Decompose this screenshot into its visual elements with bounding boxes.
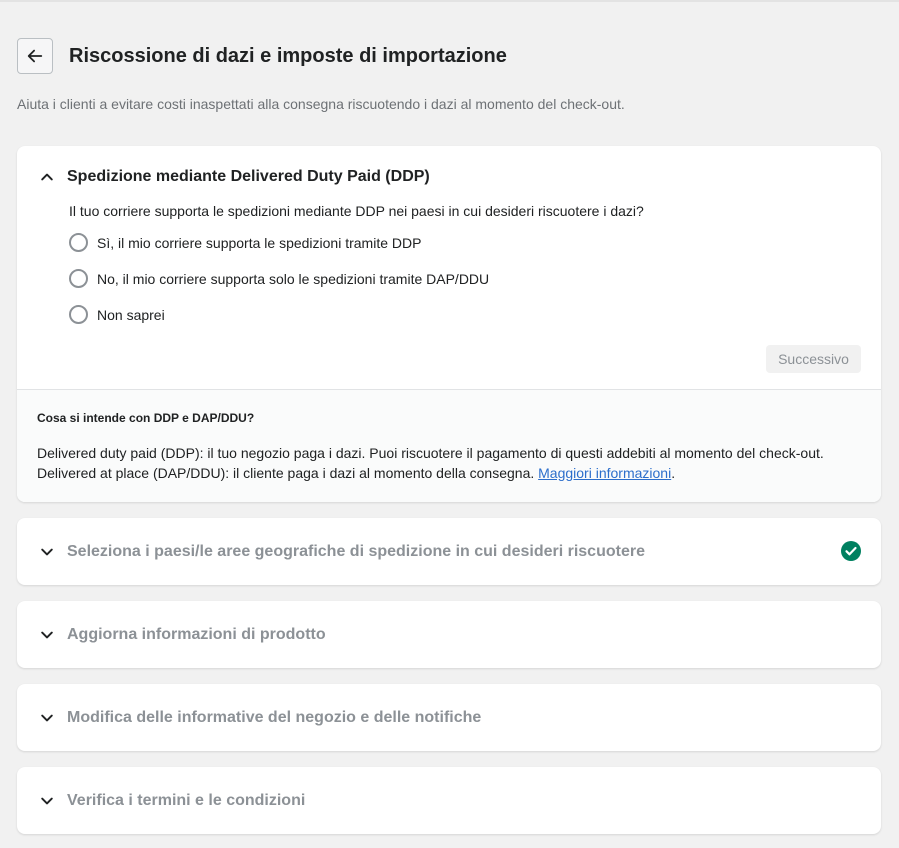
info-trailing: . [671, 465, 676, 481]
ddp-section-header[interactable] [39, 168, 430, 186]
radio-button[interactable] [69, 233, 88, 252]
check-circle-icon [841, 541, 861, 561]
info-line-dap-text: Delivered at place (DAP/DDU): il cliente paga i dazi al momento della consegna. [37, 465, 535, 481]
chevron-down-icon [39, 627, 55, 643]
step-title: Seleziona i paesi/le aree geografiche di spedizione in cui desideri riscuotere [67, 542, 645, 560]
step-card-policies[interactable] [17, 684, 881, 751]
info-line-dap [37, 463, 824, 483]
ddp-question: Il tuo corriere supporta le spedizioni mediante DDP nei paesi in cui desideri riscuotere i dazi? [69, 203, 644, 219]
step-header[interactable] [39, 601, 326, 668]
radio-label: Sì, il mio corriere supporta le spedizioni tramite DDP [97, 234, 422, 251]
page-header [17, 38, 507, 74]
chevron-down-icon [39, 544, 55, 560]
step-card-countries[interactable] [17, 518, 881, 585]
back-button[interactable] [17, 38, 53, 74]
chevron-down-icon [39, 710, 55, 726]
step-header[interactable] [39, 518, 645, 585]
step-title: Aggiorna informazioni di prodotto [67, 625, 326, 643]
page-subtitle: Aiuta i clienti a evitare costi inaspettati alla consegna riscuotendo i dazi al momento del check-out. [17, 96, 625, 112]
info-line-ddp: Delivered duty paid (DDP): il tuo negozio paga i dazi. Puoi riscuotere il pagamento di questi addebiti al momento del check-out. [37, 445, 824, 461]
radio-label: Non saprei [97, 306, 165, 323]
top-divider [0, 0, 899, 2]
step-card-product-info[interactable] [17, 601, 881, 668]
ddp-info-box [17, 389, 881, 502]
step-header[interactable] [39, 767, 305, 834]
ddp-section-card [17, 146, 881, 502]
step-title: Modifica delle informative del negozio e delle notifiche [67, 708, 482, 726]
step-header[interactable] [39, 684, 481, 751]
ddp-section-title: Spedizione mediante Delivered Duty Paid (DDP) [67, 168, 430, 185]
radio-option-yes[interactable] [69, 233, 421, 252]
radio-option-no[interactable] [69, 269, 489, 288]
step-card-terms[interactable] [17, 767, 881, 834]
info-text [37, 443, 824, 483]
page-title: Riscossione di dazi e imposte di importazione [69, 44, 507, 67]
arrow-left-icon [26, 47, 44, 65]
info-title: Cosa si intende con DDP e DAP/DDU? [37, 411, 255, 425]
radio-label: No, il mio corriere supporta solo le spedizioni tramite DAP/DDU [97, 270, 490, 287]
chevron-up-icon [39, 169, 55, 185]
learn-more-link[interactable]: Maggiori informazioni [538, 465, 672, 481]
radio-button[interactable] [69, 305, 88, 324]
radio-button[interactable] [69, 269, 88, 288]
chevron-down-icon [39, 793, 55, 809]
step-title: Verifica i termini e le condizioni [67, 791, 306, 809]
next-button[interactable]: Successivo [766, 345, 861, 373]
radio-option-unknown[interactable] [69, 305, 165, 324]
